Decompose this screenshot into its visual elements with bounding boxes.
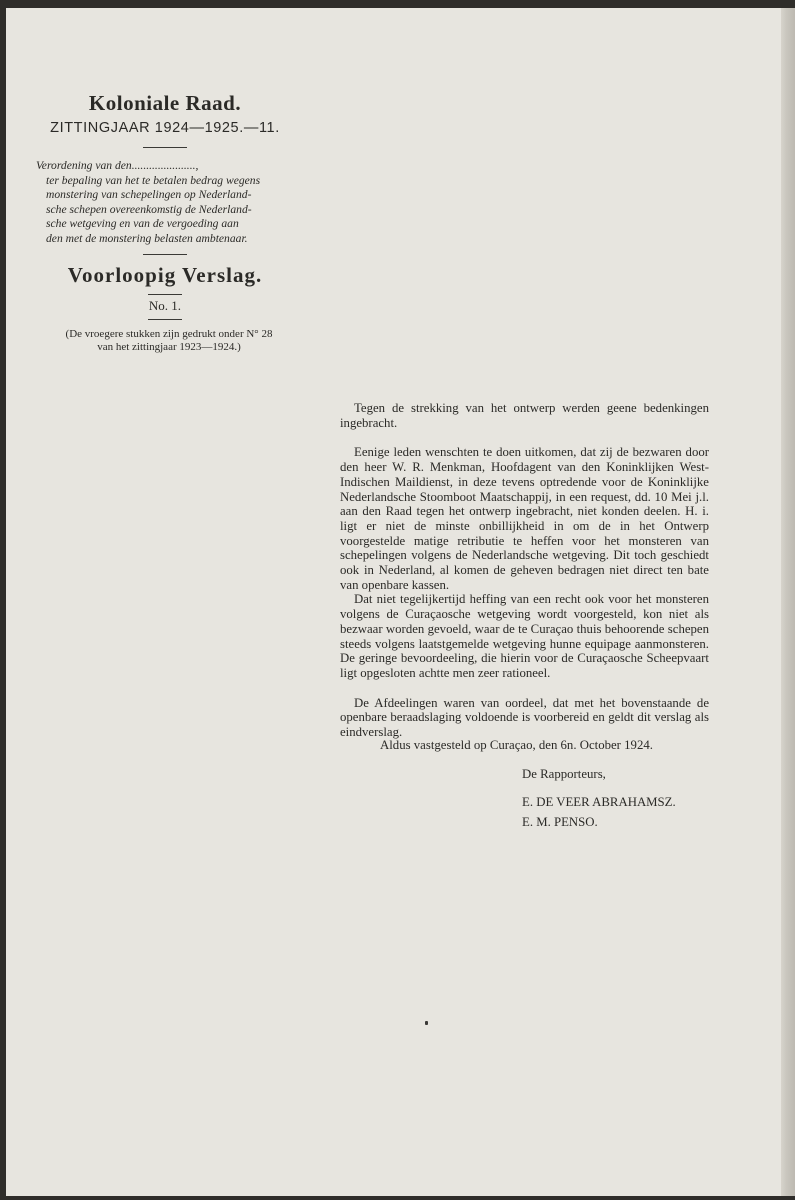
rapporteurs-label: De Rapporteurs, (522, 767, 606, 781)
prior-note-line: van het zittingjaar 1923—1924.) (97, 340, 241, 353)
regulation-line: den met de monstering belasten ambtenaar. (46, 231, 248, 245)
left-header-block (30, 90, 300, 354)
regulation-title (30, 159, 300, 247)
ink-speck (425, 1021, 428, 1025)
paragraph: Dat niet tegelijkertijd heffing van een recht ook voor het monsteren volgens de Curaçaosche wetgeving wordt voorgesteld, kon niet als bezwaar worden gevoeld, waar de te Curaçao thuis behoorende schepen steeds volgens laatstgemelde wetgeving hunne equipage aanmonsteren. De geringe bevoordeeling, die hierin voor de Curaçaosche Scheepvaart ligt opgesloten achtte men zeer rationeel. (340, 592, 709, 680)
prior-documents-note (30, 328, 300, 354)
signatory: E. DE VEER ABRAHAMSZ. (522, 795, 676, 809)
paragraph: De Afdeelingen waren van oordeel, dat met het bovenstaande de openbare beraadslaging voldoende is voorbereid en geldt dit verslag als eindverslag. (340, 695, 709, 740)
report-number: No. 1. (148, 297, 182, 313)
divider (143, 147, 187, 148)
report-body (340, 401, 709, 740)
prior-note-line: (De vroegere stukken zijn gedrukt onder N° 28 (65, 327, 273, 340)
paragraph: Eenige leden wenschten te doen uitkomen, dat zij de bezwaren door den heer W. R. Menkman, Hoofdagent van den Koninklijken West-Indischen Maildienst, in deze tevens optredende voor de Koninklijke Nederlandsche Stoomboot Maatschappij, in een request, dd. 10 Mei j.l. aan den Raad tegen het ontwerp ingebracht, niet konden deelen. H. i. ligt er niet de minste onbillijkheid in om de in het Ontwerp voorgestelde matige retributie te heffen voor het monsteren van schepelingen volgens de Nederlandsche wetgeving. Dit toch geschiedt ook in Nederland, al komen de geheven bedragen niet direct ten bate van openbare kassen. (340, 445, 709, 592)
signatory: E. M. PENSO. (522, 815, 598, 829)
regulation-line: monstering van schepelingen op Nederland- (46, 188, 252, 202)
regulation-line: Verordening van den......................, (36, 159, 199, 172)
divider (148, 294, 182, 295)
regulation-line: ter bepaling van het te betalen bedrag wegens (46, 173, 261, 187)
page-edge (781, 8, 795, 1196)
session-year: ZITTINGJAAR 1924—1925.—11. (50, 120, 280, 136)
regulation-line: sche schepen overeenkomstig de Nederland- (46, 202, 252, 216)
divider (143, 254, 187, 255)
paragraph: Tegen de strekking van het ontwerp werden geene bedenkingen ingebracht. (340, 401, 709, 430)
divider (148, 319, 182, 320)
council-title: Koloniale Raad. (88, 91, 242, 115)
regulation-line: sche wetgeving en van de vergoeding aan (46, 217, 239, 231)
report-title: Voorloopig Verslag. (67, 262, 263, 287)
place-date: Aldus vastgesteld op Curaçao, den 6n. October 1924. (380, 738, 653, 752)
